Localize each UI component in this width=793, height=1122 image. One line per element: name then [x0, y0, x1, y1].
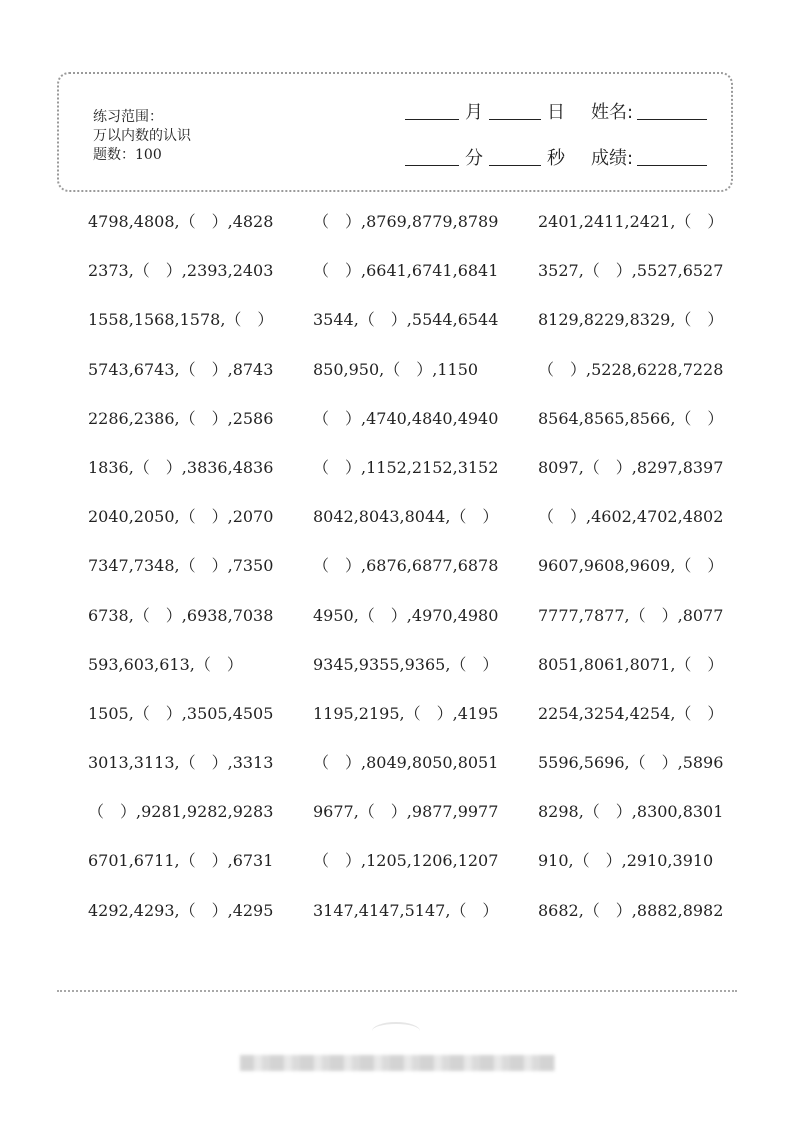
- sequence-problem: 8564,8565,8566,（ ）: [538, 408, 724, 428]
- sequence-problem: 3013,3113,（ ）,3313: [88, 753, 274, 773]
- sequence-problem: （ ）,9281,9282,9283: [88, 802, 274, 822]
- footer-watermark: [240, 1055, 555, 1071]
- score-blank[interactable]: [637, 164, 707, 166]
- sequence-problem: 2286,2386,（ ）,2586: [88, 408, 274, 428]
- sequence-problem: 3527,（ ）,5527,6527: [538, 261, 724, 281]
- minute-label: 分: [465, 148, 483, 169]
- form-fields: [405, 96, 707, 188]
- range-value: 万以内数的认识: [93, 128, 191, 144]
- sequence-problem: 2254,3254,4254,（ ）: [538, 703, 724, 723]
- sequence-problem: 8097,（ ）,8297,8397: [538, 457, 724, 477]
- sequence-problem: 850,950,（ ）,1150: [313, 359, 479, 379]
- sequence-problem: （ ）,6641,6741,6841: [313, 261, 499, 281]
- sequence-problem: 3544,（ ）,5544,6544: [313, 310, 499, 330]
- sequence-problem: 5743,6743,（ ）,8743: [88, 359, 274, 379]
- sequence-problem: 593,603,613,（ ）: [88, 654, 243, 674]
- sequence-problem: 4292,4293,（ ）,4295: [88, 900, 274, 920]
- sequence-problem: （ ）,8769,8779,8789: [313, 212, 499, 231]
- sequence-problem: 8298,（ ）,8300,8301: [538, 802, 724, 822]
- sequence-problem: 8682,（ ）,8882,8982: [538, 900, 724, 920]
- sequence-problem: 4950,（ ）,4970,4980: [313, 605, 499, 625]
- question-count: 题数：100: [93, 147, 162, 163]
- time-score-row: [405, 142, 707, 170]
- date-name-row: [405, 96, 707, 124]
- sequence-problem: （ ）,8049,8050,8051: [313, 753, 499, 773]
- sequence-problem: 7347,7348,（ ）,7350: [88, 556, 274, 576]
- sequence-problem: 8042,8043,8044,（ ）: [313, 507, 499, 527]
- day-blank[interactable]: [489, 118, 541, 120]
- sequence-problem: （ ）,6876,6877,6878: [313, 556, 499, 576]
- score-label: 成绩:: [591, 148, 634, 169]
- sequence-problem: （ ）,5228,6228,7228: [538, 359, 724, 379]
- name-blank[interactable]: [637, 118, 707, 120]
- second-label: 秒: [547, 148, 565, 169]
- sequence-problem: （ ）,4602,4702,4802: [538, 507, 724, 527]
- footer-logo-shape: [372, 1022, 420, 1040]
- minute-blank[interactable]: [405, 164, 459, 166]
- sequence-problem: （ ）,1152,2152,3152: [313, 457, 499, 477]
- sequence-problem: 1195,2195,（ ）,4195: [313, 703, 499, 723]
- sequence-problem: 5596,5696,（ ）,5896: [538, 753, 724, 773]
- sequence-problem: 9345,9355,9365,（ ）: [313, 654, 499, 674]
- sequence-problem: 1505,（ ）,3505,4505: [88, 703, 274, 723]
- sequence-problem: （ ）,4740,4840,4940: [313, 408, 499, 428]
- sequence-problem: （ ）,1205,1206,1207: [313, 851, 499, 871]
- sequence-problem: 9607,9608,9609,（ ）: [538, 556, 724, 576]
- sequence-problem: 2401,2411,2421,（ ）: [538, 212, 724, 231]
- month-label: 月: [465, 102, 483, 123]
- sequence-problem: 4798,4808,（ ）,4828: [88, 212, 274, 231]
- sequence-problem: 3147,4147,5147,（ ）: [313, 900, 499, 920]
- sequence-problem: 9677,（ ）,9877,9977: [313, 802, 499, 822]
- sequence-problem: 8051,8061,8071,（ ）: [538, 654, 724, 674]
- sequence-problem: 6738,（ ）,6938,7038: [88, 605, 274, 625]
- footer-divider: [57, 990, 737, 992]
- sequence-problem: 6701,6711,（ ）,6731: [88, 851, 274, 871]
- range-label: 练习范围：: [93, 109, 163, 125]
- sequence-problem: 7777,7877,（ ）,8077: [538, 605, 724, 625]
- problem-grid: [88, 210, 738, 948]
- day-label: 日: [547, 102, 565, 123]
- header-box: [57, 72, 733, 192]
- month-blank[interactable]: [405, 118, 459, 120]
- sequence-problem: 8129,8229,8329,（ ）: [538, 310, 724, 330]
- sequence-problem: 1836,（ ）,3836,4836: [88, 457, 274, 477]
- sequence-problem: 910,（ ）,2910,3910: [538, 851, 714, 871]
- name-label: 姓名:: [591, 102, 634, 123]
- sequence-problem: 1558,1568,1578,（ ）: [88, 310, 274, 330]
- exercise-info: [93, 108, 191, 165]
- sequence-problem: 2040,2050,（ ）,2070: [88, 507, 274, 527]
- sequence-problem: 2373,（ ）,2393,2403: [88, 261, 274, 281]
- second-blank[interactable]: [489, 164, 541, 166]
